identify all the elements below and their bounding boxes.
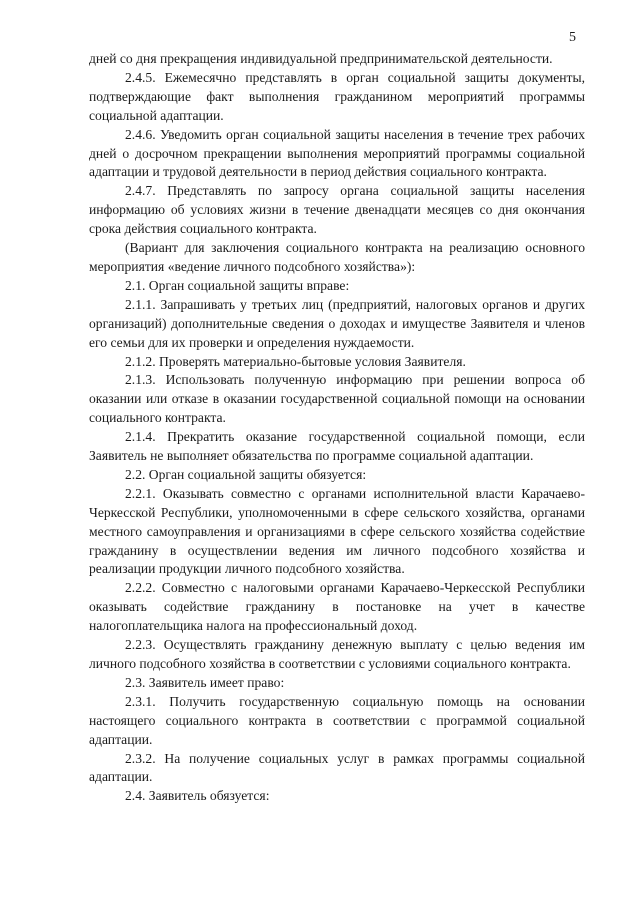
paragraph-2-3-2: 2.3.2. На получение социальных услуг в рамках программы социальной адаптации. [89, 750, 585, 785]
paragraph-continuation: дней со дня прекращения индивидуальной предпринимательской деятельности. [89, 51, 553, 66]
paragraph-2-4-6: 2.4.6. Уведомить орган социальной защиты населения в течение трех рабочих дней о досрочном прекращении выполнения мероприятий программы социальной адаптации и трудовой деятельности в период действия социального контракта. [89, 126, 585, 180]
paragraph-variant-note: (Вариант для заключения социального контракта на реализацию основного мероприятия «ведение личного подсобного хозяйства»): [89, 240, 585, 274]
paragraph-2-2-2: 2.2.2. Совместно с налоговыми органами Карачаево-Черкесской Республики оказывать содействие гражданину в постановке на учет в качестве налогоплательщика налога на профессиональный доход. [89, 580, 585, 634]
paragraph-2-1-3: 2.1.3. Использовать полученную информацию при решении вопроса об оказании или отказе в оказании государственной социальной помощи на основании социального контракта. [89, 372, 585, 426]
paragraph-2-2-3: 2.2.3. Осуществлять гражданину денежную выплату с целью ведения им личного подсобного хозяйства в соответствии с условиями социального контракта. [89, 637, 585, 671]
paragraph-2-3: 2.3. Заявитель имеет право: [125, 674, 285, 690]
paragraph-2-1-2: 2.1.2. Проверять материально-бытовые условия Заявителя. [125, 353, 466, 369]
paragraph-2-2: 2.2. Орган социальной защиты обязуется: [125, 466, 367, 482]
document-body [89, 50, 585, 806]
paragraph-2-3-1: 2.3.1. Получить государственную социальную помощь на основании настоящего социального контракта в соответствии с программой социальной адаптации. [89, 693, 585, 747]
paragraph-2-4-7: 2.4.7. Представлять по запросу органа социальной защиты населения информацию об условиях жизни в течение двенадцати месяцев со дня окончания срока действия социального контракта. [89, 183, 585, 237]
paragraph-2-4-5: 2.4.5. Ежемесячно представлять в орган социальной защиты документы, подтверждающие факт выполнения гражданином мероприятий программы социальной адаптации. [89, 69, 585, 123]
paragraph-2-4: 2.4. Заявитель обязуется: [125, 788, 270, 804]
paragraph-2-1-4: 2.1.4. Прекратить оказание государственной социальной помощи, если Заявитель не выполняет обязательства по программе социальной адаптации. [89, 429, 585, 464]
paragraph-2-2-1: 2.2.1. Оказывать совместно с органами исполнительной власти Карачаево-Черкесской Республики, уполномоченными в сфере сельского хозяйства, органами местного самоуправления и организациями в сфере сельского хозяйства содействие гражданину в осуществлении ведения им личного подсобного хозяйства и реализации продукции личного подсобного хозяйства. [89, 485, 585, 577]
paragraph-2-1-1: 2.1.1. Запрашивать у третьих лиц (предприятий, налоговых органов и других организаций) дополнительные сведения о доходах и имуществе Заявителя и членов его семьи для их проверки и определения нуждаемости. [89, 296, 585, 350]
page-number: 5 [569, 30, 576, 45]
paragraph-2-1: 2.1. Орган социальной защиты вправе: [125, 277, 350, 293]
